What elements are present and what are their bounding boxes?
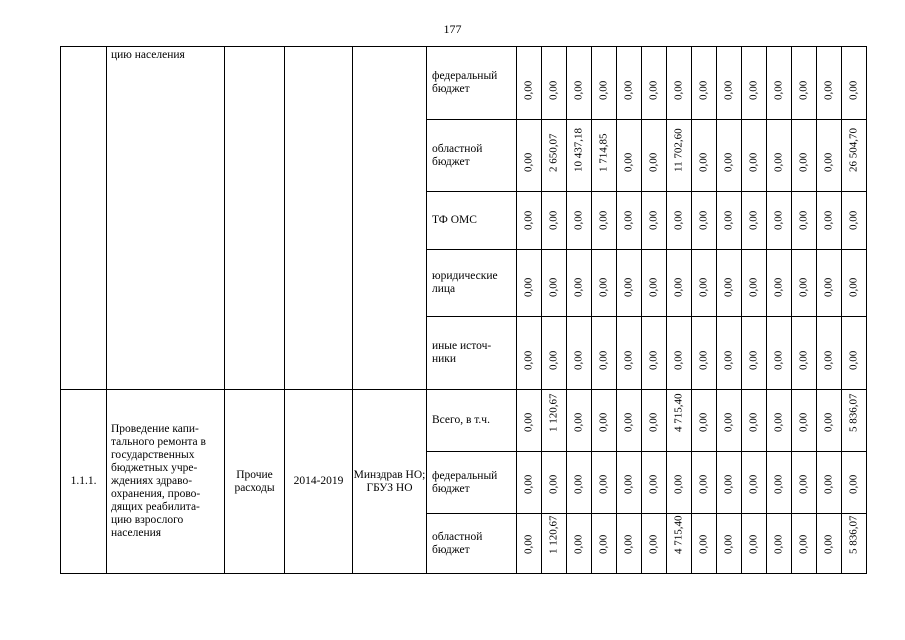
cell-value: 0,00 [797, 210, 810, 230]
value-cell [567, 452, 592, 514]
value-cell [592, 452, 617, 514]
value-cell [542, 47, 567, 120]
value-cell [767, 192, 792, 250]
cell-value: 0,00 [747, 80, 760, 100]
table-row [61, 47, 867, 120]
value-cell [592, 514, 617, 574]
value-cell [517, 47, 542, 120]
value-cell [742, 47, 767, 120]
cell-value: 0,00 [547, 80, 560, 100]
cell-value: 4 715,40 [672, 515, 685, 554]
value-cell [792, 317, 817, 390]
value-cell [692, 192, 717, 250]
value-cell [567, 514, 592, 574]
value-cell [742, 390, 767, 452]
value-cell [667, 47, 692, 120]
value-cell [842, 452, 867, 514]
value-cell [767, 250, 792, 317]
cell-value: 0,00 [597, 350, 610, 370]
item-name: Проведение капи-тального ремонта в государственных бюджетных учре-ждениях здраво-охранения, прово-дящих реабилита-цию взрослого населения [107, 390, 225, 574]
cell-value: 0,00 [547, 350, 560, 370]
cell-value: 0,00 [572, 412, 585, 432]
cell-value: 0,00 [547, 210, 560, 230]
cell-value: 0,00 [672, 210, 685, 230]
value-cell [742, 317, 767, 390]
cell-value: 0,00 [797, 474, 810, 494]
value-cell [842, 250, 867, 317]
cell-value: 0,00 [847, 474, 860, 494]
cell-value: 0,00 [522, 474, 535, 494]
value-cell [792, 120, 817, 192]
cell-value: 10 437,18 [572, 128, 585, 172]
cell-value: 0,00 [722, 152, 735, 172]
cell-value: 0,00 [647, 210, 660, 230]
cell-value: 0,00 [647, 277, 660, 297]
value-cell [642, 47, 667, 120]
cell-value: 0,00 [797, 152, 810, 172]
value-cell [567, 120, 592, 192]
cell-value: 0,00 [647, 412, 660, 432]
value-cell [617, 192, 642, 250]
cell-value: 0,00 [722, 534, 735, 554]
cell-value: 0,00 [697, 474, 710, 494]
cell-value: 0,00 [672, 80, 685, 100]
value-cell [517, 514, 542, 574]
cell-value: 0,00 [597, 412, 610, 432]
value-cell [742, 192, 767, 250]
cell-value: 0,00 [722, 350, 735, 370]
cell-value: 0,00 [672, 350, 685, 370]
cell-value: 0,00 [747, 152, 760, 172]
value-cell [642, 514, 667, 574]
value-cell [617, 317, 642, 390]
cell-value: 0,00 [822, 210, 835, 230]
funding-source: областной бюджет [427, 120, 517, 192]
value-cell [542, 192, 567, 250]
value-cell [667, 452, 692, 514]
cell-value: 0,00 [522, 210, 535, 230]
cell-value: 0,00 [722, 474, 735, 494]
cell-value: 0,00 [572, 80, 585, 100]
value-cell [667, 390, 692, 452]
value-cell [767, 47, 792, 120]
cell-value: 0,00 [622, 474, 635, 494]
value-cell [767, 317, 792, 390]
cell-value: 0,00 [747, 350, 760, 370]
value-cell [817, 192, 842, 250]
cell-value: 0,00 [747, 277, 760, 297]
cell-value: 0,00 [847, 80, 860, 100]
value-cell [767, 390, 792, 452]
value-cell [817, 317, 842, 390]
value-cell [617, 514, 642, 574]
item-number: 1.1.1. [61, 390, 107, 574]
value-cell [792, 192, 817, 250]
cell-value: 0,00 [697, 412, 710, 432]
value-cell [792, 452, 817, 514]
cell-value: 0,00 [797, 277, 810, 297]
value-cell [567, 390, 592, 452]
cell-value: 0,00 [747, 534, 760, 554]
value-cell [667, 250, 692, 317]
value-cell [717, 47, 742, 120]
value-cell [692, 47, 717, 120]
cell-value: 0,00 [622, 534, 635, 554]
value-cell [692, 250, 717, 317]
executor-cell [353, 47, 427, 390]
value-cell [517, 250, 542, 317]
cell-value: 1 714,85 [597, 133, 610, 172]
cell-value: 0,00 [747, 210, 760, 230]
value-cell [717, 514, 742, 574]
funding-source: областной бюджет [427, 514, 517, 574]
cell-value: 0,00 [822, 152, 835, 172]
cell-value: 0,00 [522, 350, 535, 370]
value-cell [842, 47, 867, 120]
cell-value: 0,00 [697, 277, 710, 297]
cell-value: 0,00 [622, 277, 635, 297]
cell-value: 0,00 [772, 534, 785, 554]
cell-value: 0,00 [622, 80, 635, 100]
value-cell [592, 47, 617, 120]
cell-value: 0,00 [697, 350, 710, 370]
cell-value: 0,00 [797, 534, 810, 554]
value-cell [617, 452, 642, 514]
cell-value: 0,00 [522, 412, 535, 432]
value-cell [792, 390, 817, 452]
cell-value: 0,00 [572, 277, 585, 297]
cell-value: 0,00 [722, 412, 735, 432]
value-cell [842, 192, 867, 250]
value-cell [817, 390, 842, 452]
cell-value: 0,00 [747, 412, 760, 432]
cell-value: 0,00 [597, 210, 610, 230]
value-cell [767, 514, 792, 574]
value-cell [742, 120, 767, 192]
cell-value: 0,00 [622, 152, 635, 172]
value-cell [567, 192, 592, 250]
cell-value: 5 836,07 [847, 515, 860, 554]
cell-value: 0,00 [622, 210, 635, 230]
value-cell [692, 514, 717, 574]
cell-value: 0,00 [647, 474, 660, 494]
cell-value: 0,00 [847, 210, 860, 230]
cell-value: 11 702,60 [672, 128, 685, 172]
value-cell [542, 514, 567, 574]
value-cell [542, 250, 567, 317]
cell-value: 0,00 [672, 474, 685, 494]
value-cell [792, 47, 817, 120]
cell-value: 1 120,67 [547, 393, 560, 432]
value-cell [817, 250, 842, 317]
value-cell [517, 120, 542, 192]
funding-source: иные источ-ники [427, 317, 517, 390]
cell-value: 0,00 [547, 474, 560, 494]
cell-value: 0,00 [647, 350, 660, 370]
cell-value: 0,00 [772, 210, 785, 230]
value-cell [592, 120, 617, 192]
cell-value: 0,00 [747, 474, 760, 494]
period-cell [285, 47, 353, 390]
value-cell [542, 390, 567, 452]
cell-value: 0,00 [722, 277, 735, 297]
value-cell [817, 120, 842, 192]
value-cell [542, 452, 567, 514]
cell-value: 0,00 [572, 474, 585, 494]
value-cell [717, 120, 742, 192]
value-cell [667, 120, 692, 192]
cell-value: 0,00 [597, 534, 610, 554]
cell-value: 0,00 [772, 350, 785, 370]
funding-source: федеральный бюджет [427, 452, 517, 514]
value-cell [567, 317, 592, 390]
cell-value: 4 715,40 [672, 393, 685, 432]
value-cell [642, 120, 667, 192]
page-number: 177 [443, 22, 462, 36]
value-cell [642, 390, 667, 452]
cell-value: 0,00 [772, 80, 785, 100]
value-cell [592, 317, 617, 390]
value-cell [517, 390, 542, 452]
value-cell [692, 317, 717, 390]
value-cell [667, 192, 692, 250]
cell-value: 0,00 [822, 277, 835, 297]
cell-value: 0,00 [772, 152, 785, 172]
item-name: цию населения [107, 47, 225, 390]
value-cell [517, 192, 542, 250]
cell-value: 0,00 [822, 80, 835, 100]
cell-value: 0,00 [772, 277, 785, 297]
value-cell [717, 250, 742, 317]
value-cell [642, 192, 667, 250]
budget-table [60, 46, 867, 574]
value-cell [617, 120, 642, 192]
cell-value: 26 504,70 [847, 128, 860, 172]
value-cell [842, 514, 867, 574]
cell-value: 0,00 [672, 277, 685, 297]
value-cell [617, 47, 642, 120]
cell-value: 5 836,07 [847, 393, 860, 432]
cell-value: 0,00 [847, 350, 860, 370]
value-cell [817, 47, 842, 120]
cell-value: 0,00 [522, 152, 535, 172]
cell-value: 0,00 [772, 412, 785, 432]
cell-value: 0,00 [647, 534, 660, 554]
value-cell [542, 317, 567, 390]
value-cell [642, 250, 667, 317]
funding-source: юридические лица [427, 250, 517, 317]
cell-value: 0,00 [722, 80, 735, 100]
value-cell [717, 192, 742, 250]
item-number-cell [61, 47, 107, 390]
value-cell [667, 317, 692, 390]
funding-source: ТФ ОМС [427, 192, 517, 250]
cell-value: 0,00 [697, 210, 710, 230]
cell-value: 0,00 [647, 80, 660, 100]
period: 2014-2019 [285, 390, 353, 574]
cell-value: 0,00 [522, 80, 535, 100]
cell-value: 0,00 [847, 277, 860, 297]
cell-value: 0,00 [772, 474, 785, 494]
cell-value: 0,00 [697, 534, 710, 554]
value-cell [842, 120, 867, 192]
cell-value: 0,00 [522, 534, 535, 554]
cell-value: 0,00 [547, 277, 560, 297]
value-cell [717, 452, 742, 514]
executor: Минздрав НО; ГБУЗ НО [353, 390, 427, 574]
cell-value: 0,00 [572, 350, 585, 370]
table-row [61, 390, 867, 452]
value-cell [767, 120, 792, 192]
value-cell [717, 317, 742, 390]
cell-value: 0,00 [797, 350, 810, 370]
cell-value: 0,00 [822, 474, 835, 494]
value-cell [692, 120, 717, 192]
cell-value: 0,00 [622, 412, 635, 432]
cell-value: 0,00 [797, 80, 810, 100]
funding-source: Всего, в т.ч. [427, 390, 517, 452]
expense-type-cell [225, 47, 285, 390]
cell-value: 0,00 [822, 534, 835, 554]
value-cell [592, 250, 617, 317]
value-cell [642, 317, 667, 390]
cell-value: 0,00 [697, 80, 710, 100]
value-cell [592, 390, 617, 452]
cell-value: 2 650,07 [547, 133, 560, 172]
cell-value: 0,00 [572, 210, 585, 230]
value-cell [667, 514, 692, 574]
cell-value: 0,00 [822, 350, 835, 370]
funding-source: федеральный бюджет [427, 47, 517, 120]
cell-value: 0,00 [722, 210, 735, 230]
cell-value: 0,00 [522, 277, 535, 297]
cell-value: 0,00 [697, 152, 710, 172]
cell-value: 0,00 [647, 152, 660, 172]
value-cell [817, 452, 842, 514]
value-cell [792, 250, 817, 317]
value-cell [567, 47, 592, 120]
value-cell [842, 317, 867, 390]
value-cell [542, 120, 567, 192]
value-cell [767, 452, 792, 514]
cell-value: 0,00 [597, 80, 610, 100]
value-cell [617, 390, 642, 452]
value-cell [842, 390, 867, 452]
value-cell [692, 390, 717, 452]
value-cell [717, 390, 742, 452]
value-cell [592, 192, 617, 250]
cell-value: 0,00 [597, 474, 610, 494]
value-cell [517, 317, 542, 390]
value-cell [517, 452, 542, 514]
expense-type: Прочие расходы [225, 390, 285, 574]
cell-value: 0,00 [622, 350, 635, 370]
value-cell [642, 452, 667, 514]
value-cell [742, 452, 767, 514]
value-cell [817, 514, 842, 574]
value-cell [742, 250, 767, 317]
value-cell [617, 250, 642, 317]
cell-value: 0,00 [797, 412, 810, 432]
value-cell [792, 514, 817, 574]
cell-value: 0,00 [822, 412, 835, 432]
value-cell [692, 452, 717, 514]
cell-value: 0,00 [572, 534, 585, 554]
value-cell [567, 250, 592, 317]
cell-value: 0,00 [597, 277, 610, 297]
value-cell [742, 514, 767, 574]
cell-value: 1 120,67 [547, 515, 560, 554]
